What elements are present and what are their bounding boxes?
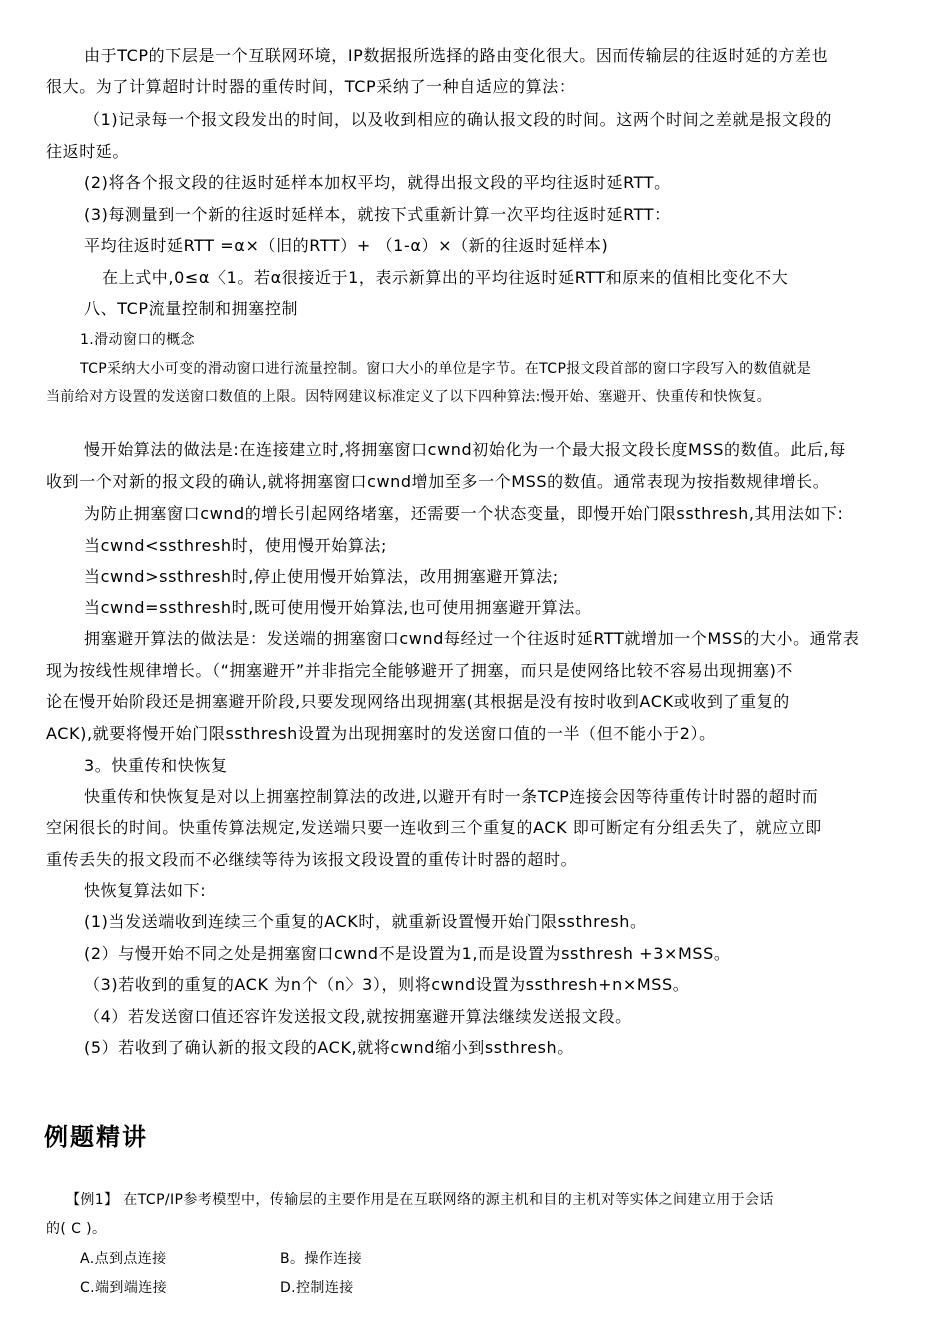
paragraph-line: 当cwnd=ssthresh时,既可使用慢开始算法,也可使用拥塞避开算法。: [84, 598, 592, 617]
paragraph-line: 拥塞避开算法的做法是：发送端的拥塞窗口cwnd每经过一个往返时延RTT就增加一个MSS的大小。通常表: [84, 629, 860, 648]
list-item: （4）若发送窗口值还容许发送报文段,就按拥塞避开算法继续发送报文段。: [84, 1007, 632, 1026]
paragraph-line: ACK),就要将慢开始门限ssthresh设置为出现拥塞时的发送窗口值的一半（但不能小于2）。: [46, 724, 716, 743]
paragraph-line: 当cwnd>ssthresh时,停止使用慢开始算法，改用拥塞避开算法;: [84, 567, 559, 586]
example-question: 【例1】 在TCP/IP参考模型中，传输层的主要作用是在互联网络的源主机和目的主机对等实体之间建立用于会话: [66, 1192, 774, 1208]
paragraph-line: 很大。为了计算超时计时器的重传时间，TCP采纳了一种自适应的算法：: [46, 77, 576, 96]
paragraph-line: 现为按线性规律增长。（“拥塞避开”并非指完全能够避开了拥塞，而只是使网络比较不容易出现拥塞)不: [46, 661, 794, 680]
paragraph-line: 当前给对方设置的发送窗口数值的上限。因特网建议标准定义了以下四种算法:慢开始、塞避开、快重传和快恢复。: [46, 389, 772, 405]
paragraph-line: 慢开始算法的做法是:在连接建立时,将拥塞窗口cwnd初始化为一个最大报文段长度MSS的数值。此后,每: [84, 440, 846, 459]
paragraph-line: 空闲很长的时间。快重传算法规定,发送端只要一连收到三个重复的ACK 即可断定有分组丢失了，就应立即: [46, 818, 822, 837]
paragraph-line: 论在慢开始阶段还是拥塞避开阶段,只要发现网络出现拥塞(其根据是没有按时收到ACK或收到了重复的: [46, 692, 790, 711]
paragraph-line: 为防止拥塞窗口cwnd的增长引起网络堵塞，还需要一个状态变量，即慢开始门限ssthresh,其用法如下:: [84, 504, 844, 523]
paragraph-line: (3)每测量到一个新的往返时延样本，就按下式重新计算一次平均往返时延RTT：: [84, 205, 671, 224]
formula-line: 平均往返时延RTT =α×（旧的RTT）+ （1-α）×（新的往返时延样本): [84, 236, 609, 255]
option-b: B。操作连接: [280, 1251, 363, 1267]
option-a: A.点到点连接: [80, 1251, 167, 1267]
paragraph-line: 由于TCP的下层是一个互联网环境，IP数据报所选择的路由变化很大。因而传输层的往返时延的方差也: [84, 46, 829, 65]
paragraph-line: 在上式中,0≤α〈1。若α很接近于1，表示新算出的平均往返时延RTT和原来的值相比变化不大: [102, 268, 789, 287]
option-c: C.端到端连接: [80, 1280, 168, 1296]
subsection-title: 1.滑动窗口的概念: [80, 332, 195, 348]
paragraph-line: 往返时延。: [46, 142, 130, 161]
paragraph-line: 收到一个对新的报文段的确认,就将拥塞窗口cwnd增加至多一个MSS的数值。通常表现为按指数规律增长。: [46, 472, 830, 491]
list-item: (1)当发送端收到连续三个重复的ACK时，就重新设置慢开始门限ssthresh。: [84, 912, 647, 931]
paragraph-line: 重传丢失的报文段而不必继续等待为该报文段设置的重传计时器的超时。: [46, 850, 578, 869]
section-heading: 例题精讲: [44, 1123, 148, 1151]
paragraph-line: TCP采纳大小可变的滑动窗口进行流量控制。窗口大小的单位是字节。在TCP报文段首部的窗口字段写入的数值就是: [80, 361, 812, 377]
paragraph-line: 快重传和快恢复是对以上拥塞控制算法的改进,以避开有时一条TCP连接会因等待重传计时器的超时而: [84, 787, 819, 806]
paragraph-line: 当cwnd<ssthresh时，使用慢开始算法;: [84, 536, 388, 555]
section-title: 八、TCP流量控制和拥塞控制: [84, 299, 299, 318]
paragraph-line: (2)将各个报文段的往返时延样本加权平均，就得出报文段的平均往返时延RTT。: [84, 173, 671, 192]
list-item: （3)若收到的重复的ACK 为n个（n〉3），则将cwnd设置为ssthresh+n×MSS。: [84, 975, 690, 994]
list-item: (5）若收到了确认新的报文段的ACK,就将cwnd缩小到ssthresh。: [84, 1038, 574, 1057]
option-d: D.控制连接: [280, 1280, 354, 1296]
list-item: (2）与慢开始不同之处是拥塞窗口cwnd不是设置为1,而是设置为ssthresh +3×MSS。: [84, 944, 731, 963]
paragraph-line: （1)记录每一个报文段发出的时间，以及收到相应的确认报文段的时间。这两个时间之差就是报文段的: [84, 110, 833, 129]
paragraph-line: 快恢复算法如下:: [84, 881, 207, 900]
subsection-title: 3。快重传和快恢复: [84, 756, 228, 775]
example-question-continued: 的( C )。: [46, 1221, 107, 1237]
